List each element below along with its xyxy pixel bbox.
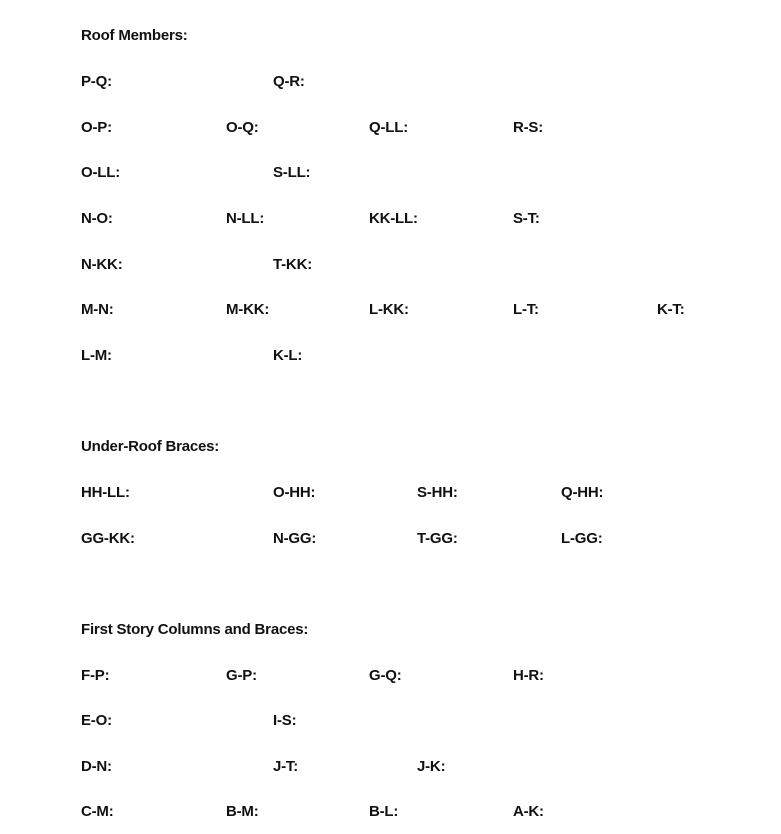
member-label: K-T: [657,301,685,318]
member-label: L-T: [513,301,539,318]
member-label: F-P: [81,667,110,684]
member-label: N-GG: [273,530,317,547]
member-label: Q-LL: [369,119,408,136]
member-label: T-KK: [273,256,312,273]
member-label: J-K: [417,758,446,775]
member-label: O-Q: [226,119,259,136]
member-label: L-GG: [561,530,603,547]
member-label: R-S: [513,119,544,136]
member-label: HH-LL: [81,484,130,501]
member-label: O-LL: [81,164,120,181]
member-label: Q-R: [273,73,305,90]
member-label: D-N: [81,758,112,775]
section-heading-first-story: First Story Columns and Braces: [81,621,309,638]
member-label: KK-LL: [369,210,418,227]
member-label: L-M: [81,347,112,364]
member-label: C-M: [81,803,114,820]
member-label: N-KK: [81,256,123,273]
member-label: L-KK: [369,301,409,318]
member-label: Q-HH: [561,484,604,501]
member-label: M-KK: [226,301,270,318]
member-label: K-L: [273,347,303,364]
section-heading-roof-members: Roof Members: [81,27,188,44]
member-label: S-LL: [273,164,311,181]
member-label: GG-KK: [81,530,135,547]
member-label: H-R: [513,667,544,684]
member-label: N-O: [81,210,113,227]
member-label: T-GG: [417,530,458,547]
section-heading-under-roof-braces: Under-Roof Braces: [81,438,220,455]
member-label: J-T: [273,758,299,775]
member-label: A-K: [513,803,544,820]
member-label: M-N: [81,301,114,318]
member-label: S-HH: [417,484,458,501]
member-label: G-Q: [369,667,402,684]
member-label: P-Q: [81,73,112,90]
member-label: S-T: [513,210,540,227]
member-label: O-HH: [273,484,316,501]
member-label: G-P: [226,667,257,684]
member-label: B-M: [226,803,259,820]
member-label: E-O: [81,712,112,729]
member-label: N-LL: [226,210,265,227]
member-label: B-L: [369,803,399,820]
member-label: I-S: [273,712,297,729]
member-label: O-P: [81,119,112,136]
